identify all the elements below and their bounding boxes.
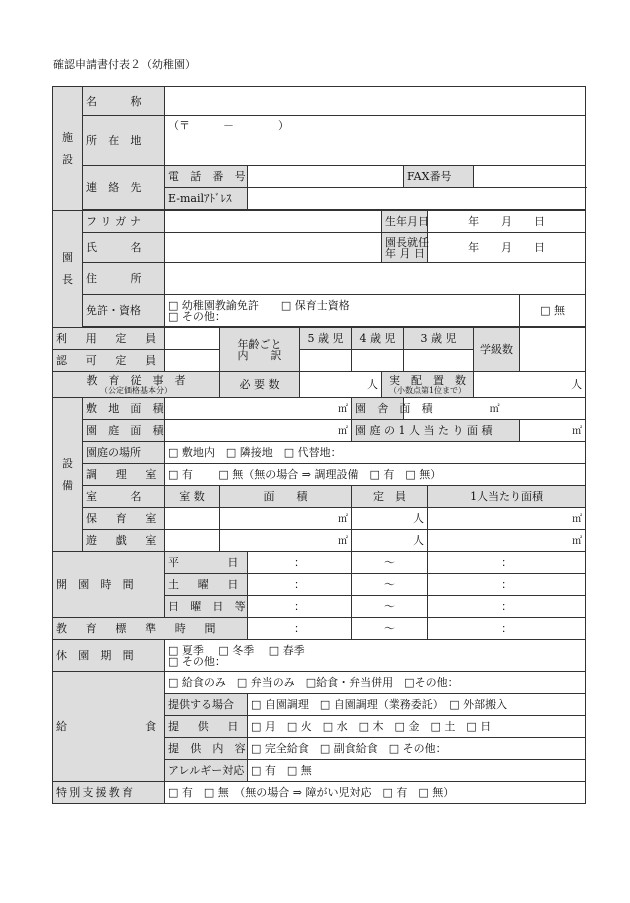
hours-weekday-end[interactable]: ： [428,552,586,574]
age-3-field[interactable] [404,350,474,372]
fax-label: FAX番号 [404,166,474,188]
hours-saturday-start[interactable]: ： [248,574,352,596]
meals-content-label: 提 供 内 容 [165,738,248,760]
principal-license-options[interactable]: □ 幼稚園教諭免許 □ 保育士資格 □ その他： [165,295,520,327]
hours-saturday-tilde: ～ [352,574,428,596]
usage-capacity-field[interactable] [165,328,220,350]
staff-required-label: 必 要 数 [220,372,300,398]
age-5-label: 5 歳 児 [300,328,352,350]
special-support-options[interactable]: □ 有 □ 無 （無の場合 ⇒ 障がい児対応 □ 有 □ 無） [165,782,586,804]
hours-saturday-end[interactable]: ： [428,574,586,596]
room-nursery-area[interactable]: ㎡ [220,508,352,530]
phone-field[interactable] [248,166,404,188]
principal-appointment-label: 園長就任 年 月 日 [382,233,428,263]
class-count-field[interactable] [520,328,586,372]
application-form-table [52,86,586,804]
standard-hours-tilde: ～ [352,618,428,640]
facility-name-field[interactable] [165,87,586,116]
hours-sunday-start[interactable]: ： [248,596,352,618]
kitchen-label: 調 理 室 [83,464,165,486]
facility-name-label: 名 称 [83,87,165,116]
principal-dob-field[interactable]: 年 月 日 [428,211,586,233]
principal-furigana-field[interactable] [165,211,382,233]
room-play-per-person[interactable]: ㎡ [428,530,586,552]
standard-hours-start[interactable]: ： [248,618,352,640]
room-play-area[interactable]: ㎡ [220,530,352,552]
principal-name-label: 氏 名 [83,233,165,263]
room-play-capacity[interactable]: 人 [352,530,428,552]
building-area-label: 園 舎 面 積 [352,398,404,420]
age-4-label: 4 歳 児 [352,328,404,350]
hours-sunday-tilde: ～ [352,596,428,618]
room-nursery-per-person[interactable]: ㎡ [428,508,586,530]
garden-location-label: 園庭の場所 [83,442,165,464]
garden-location-options[interactable]: □ 敷地内 □ 隣接地 □ 代替地： [165,442,586,464]
approved-capacity-label: 認 可 定 員 [53,350,165,372]
principal-appointment-field[interactable]: 年 月 日 [428,233,586,263]
document-title: 確認申請書付表２（幼稚園） [53,58,196,71]
room-nursery-capacity[interactable]: 人 [352,508,428,530]
hours-weekday-label: 平 日 [165,552,248,574]
staff-required-field[interactable]: 人 [300,372,382,398]
hours-sunday-end[interactable]: ： [428,596,586,618]
holiday-label: 休 園 期 間 [53,640,165,672]
special-support-label: 特別支援教育 [53,782,165,804]
hours-sunday-label: 日 曜 日 等 [165,596,248,618]
meals-allergy-options[interactable]: □ 有 □ 無 [248,760,586,782]
principal-section-header: 園 長 [53,211,83,328]
equipment-section-header: 設 備 [53,398,83,552]
meals-provision-label: 提供する場合 [165,694,248,716]
hours-label: 開 園 時 間 [53,552,165,618]
meals-content-options[interactable]: □ 完全給食 □ 副食給食 □ その他： [248,738,586,760]
facility-section-header: 施 設 [53,87,83,211]
age-5-field[interactable] [300,350,352,372]
principal-name-field[interactable] [165,233,382,263]
staff-label: 教 育 従 事 者 （公定価格基本分） [53,372,220,398]
principal-furigana-label: フリガナ [83,211,165,233]
garden-per-person-label: 園 庭 の 1 人 当 た り 面 積 [352,420,520,442]
standard-hours-label: 教 育 標 準 時 間 [53,618,248,640]
room-capacity-header: 定 員 [352,486,428,508]
class-count-label: 学級数 [474,328,520,372]
site-area-label: 敷 地 面 積 [83,398,165,420]
hours-weekday-tilde: ～ [352,552,428,574]
principal-address-label: 住 所 [83,263,165,295]
meals-days-label: 提 供 日 [165,716,248,738]
meals-label: 給 食 [53,672,165,782]
holiday-options[interactable]: □ 夏季 □ 冬季 □ 春季 □ その他： [165,640,586,672]
staff-actual-label: 実 配 置 数 （小数点第1位まで） [382,372,474,398]
hours-saturday-label: 土 曜 日 [165,574,248,596]
approved-capacity-field[interactable] [165,350,220,372]
room-name-header: 室 名 [83,486,165,508]
meals-provision-options[interactable]: □ 自園調理 □ 自園調理（業務委託） □ 外部搬入 [248,694,586,716]
fax-field[interactable] [474,166,586,188]
principal-dob-label: 生年月日 [382,211,428,233]
principal-address-field[interactable] [165,263,586,295]
room-play-count[interactable] [165,530,220,552]
age-3-label: 3 歳 児 [404,328,474,350]
garden-per-person-field[interactable]: ㎡ [520,420,586,442]
building-area-field[interactable]: ㎡ [404,398,586,420]
kitchen-options[interactable]: □ 有 □ 無（無の場合 ⇒ 調理設備 □ 有 □ 無） [165,464,586,486]
site-area-field[interactable]: ㎡ [165,398,352,420]
facility-contact-label: 連 絡 先 [83,166,165,210]
room-nursery-label: 保 育 室 [83,508,165,530]
facility-address-field[interactable]: （〒 － ） [165,116,586,166]
meals-days-options[interactable]: □ 月 □ 火 □ 水 □ 木 □ 金 □ 土 □ 日 [248,716,586,738]
usage-capacity-label: 利 用 定 員 [53,328,165,350]
staff-actual-field[interactable]: 人 [474,372,586,398]
email-label: E-mailｱﾄﾞﾚｽ [165,188,248,210]
age-4-field[interactable] [352,350,404,372]
garden-area-field[interactable]: ㎡ [165,420,352,442]
principal-license-label: 免許・資格 [83,295,165,327]
room-nursery-count[interactable] [165,508,220,530]
meals-allergy-label: アレルギー対応 [165,760,248,782]
age-breakdown-label: 年齢ごと 内 訳 [220,328,300,372]
principal-license-none[interactable]: □ 無 [520,295,586,327]
meals-type-options[interactable]: □ 給食のみ □ 弁当のみ □給食・弁当併用 □その他： [165,672,586,694]
email-field[interactable] [248,188,586,210]
room-count-header: 室 数 [165,486,220,508]
per-person-area-header: 1人当たり面積 [428,486,586,508]
garden-area-label: 園 庭 面 積 [83,420,165,442]
room-area-header: 面 積 [220,486,352,508]
phone-label: 電 話 番 号 [165,166,248,188]
room-play-label: 遊 戯 室 [83,530,165,552]
facility-address-label: 所 在 地 [83,116,165,166]
hours-weekday-start[interactable]: ： [248,552,352,574]
standard-hours-end[interactable]: ： [428,618,586,640]
